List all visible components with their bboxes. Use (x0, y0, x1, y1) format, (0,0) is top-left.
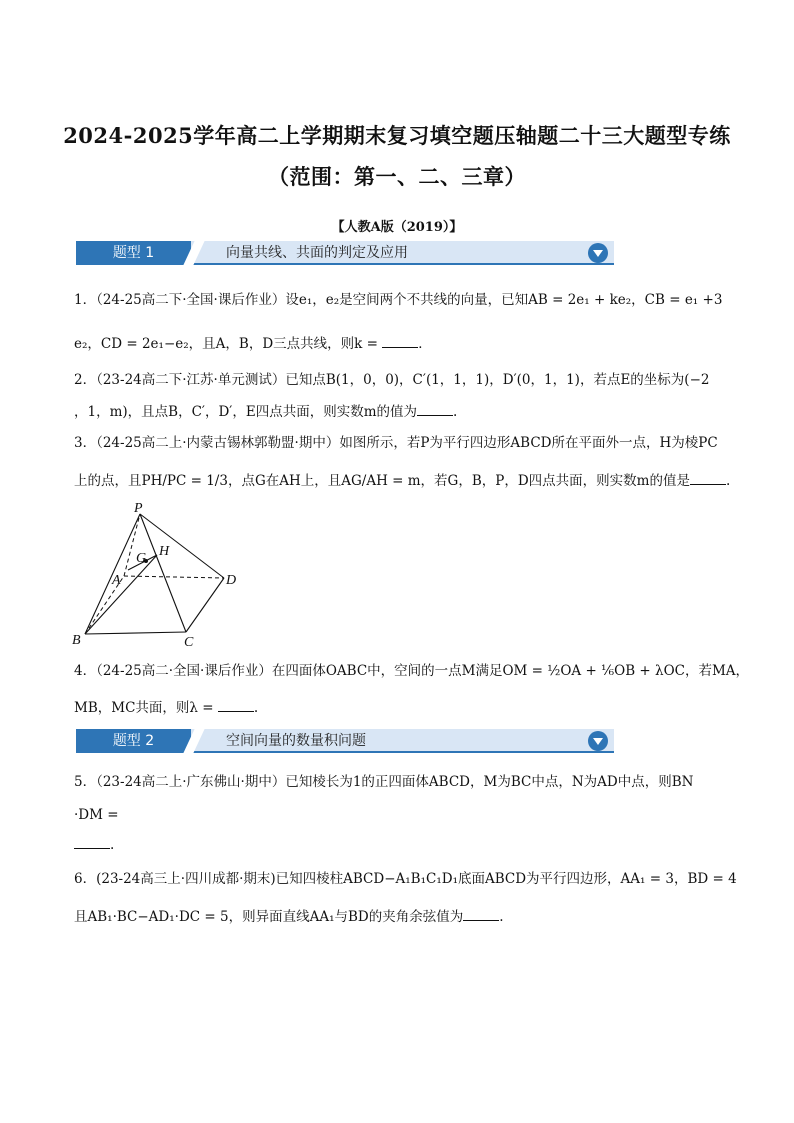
section-header-2 (76, 729, 614, 753)
label-a: A (112, 573, 121, 588)
answer-blank (382, 333, 418, 348)
question-6-line-1: 6．(23-24高三上·四川成都·期末)已知四棱柱ABCD−A₁B₁C₁D₁底面ABCD为平行四边形，AA₁ = 3，BD = 4 (74, 871, 737, 887)
edge-pa-hidden (124, 514, 140, 576)
section-title: 向量共线、共面的判定及应用 (226, 245, 408, 261)
answer-blank (690, 470, 726, 485)
edition-note: 【人教A版（2019）】 (331, 220, 463, 235)
label-g: G (136, 551, 147, 566)
question-4-line-2: MB，MC共面，则λ = . (74, 697, 724, 718)
edge-bc (85, 632, 186, 634)
chevron-down-icon[interactable] (588, 243, 608, 263)
segment-bh (85, 555, 157, 634)
question-text: 且AB₁·BC−AD₁·DC = 5，则异面直线AA₁与BD的夹角余弦值为 (74, 909, 464, 925)
section-header-1 (76, 241, 614, 265)
chevron-down-icon[interactable] (588, 731, 608, 751)
question-2-line-1: 2．（23-24高二下·江苏·单元测试）已知点B(1，0，0)，C′(1，1，1)，D′(0，1，1)，若点E的坐标为(−2 (74, 372, 710, 388)
section-title: 空间向量的数量积问题 (226, 733, 366, 749)
label-d: D (226, 573, 237, 588)
label-c: C (184, 635, 194, 648)
question-1-line-2: e₂，CD = 2e₁−e₂，且A，B，D三点共线，则k = ． (74, 333, 724, 354)
question-3-line-2: 上的点，且PH/PC = 1/3，点G在AH上，且AG/AH = m，若G，B，P，D四点共面，则实数m的值是 . (74, 470, 724, 491)
page-subtitle: （范围：第一、二、三章） (268, 164, 526, 189)
edge-cd (186, 578, 224, 632)
question-text: ，1，m)，且点B，C′，D′，E四点共面，则实数m的值为 (74, 404, 418, 420)
question-text: 上的点，且PH/PC = 1/3，点G在AH上，且AG/AH = m，若G，B，P，D四点共面，则实数m的值是 (74, 473, 690, 489)
question-5-line-2: ·DM = (74, 807, 119, 823)
section-label: 题型 1 (76, 241, 191, 265)
answer-blank (74, 834, 110, 849)
answer-blank (417, 401, 453, 416)
question-6-line-2: 且AB₁·BC−AD₁·DC = 5，则异面直线AA₁与BD的夹角余弦值为 . (74, 906, 724, 927)
page-title: 2024-2025学年高二上学期期末复习填空题压轴题二十三大题型专练 (63, 123, 731, 148)
label-p: P (134, 501, 143, 516)
answer-blank (218, 697, 254, 712)
question-5-line-3 (74, 834, 724, 855)
question-3-line-1: 3．（24-25高二上·内蒙古锡林郭勒盟·期中）如图所示，若P为平行四边形ABCD所在平面外一点，H为棱PC (74, 435, 718, 451)
answer-blank (463, 906, 499, 921)
question-text: e₂，CD = 2e₁−e₂，且A，B，D三点共线，则k = (74, 336, 378, 352)
label-b: B (72, 633, 81, 648)
edge-ad-hidden (124, 576, 224, 578)
question-5-line-1: 5．（23-24高二上·广东佛山·期中）已知棱长为1的正四面体ABCD，M为BC中点，N为AD中点，则BN (74, 774, 694, 790)
section-label: 题型 2 (76, 729, 191, 753)
period: . (110, 837, 115, 853)
question-2-line-2: ，1，m)，且点B，C′，D′，E四点共面，则实数m的值为 . (74, 401, 724, 422)
question-text: MB，MC共面，则λ = (74, 700, 214, 716)
question-1-line-1: 1．（24-25高二下·全国·课后作业）设e₁，e₂是空间两个不共线的向量，已知AB = 2e₁ + ke₂，CB = e₁ +3 (74, 292, 723, 308)
label-h: H (159, 544, 170, 559)
question-4-line-1: 4．（24-25高二·全国·课后作业）在四面体OABC中，空间的一点M满足OM = ½OA + ⅙OB + λOC，若MA， (74, 663, 750, 679)
pyramid-figure (70, 498, 250, 648)
